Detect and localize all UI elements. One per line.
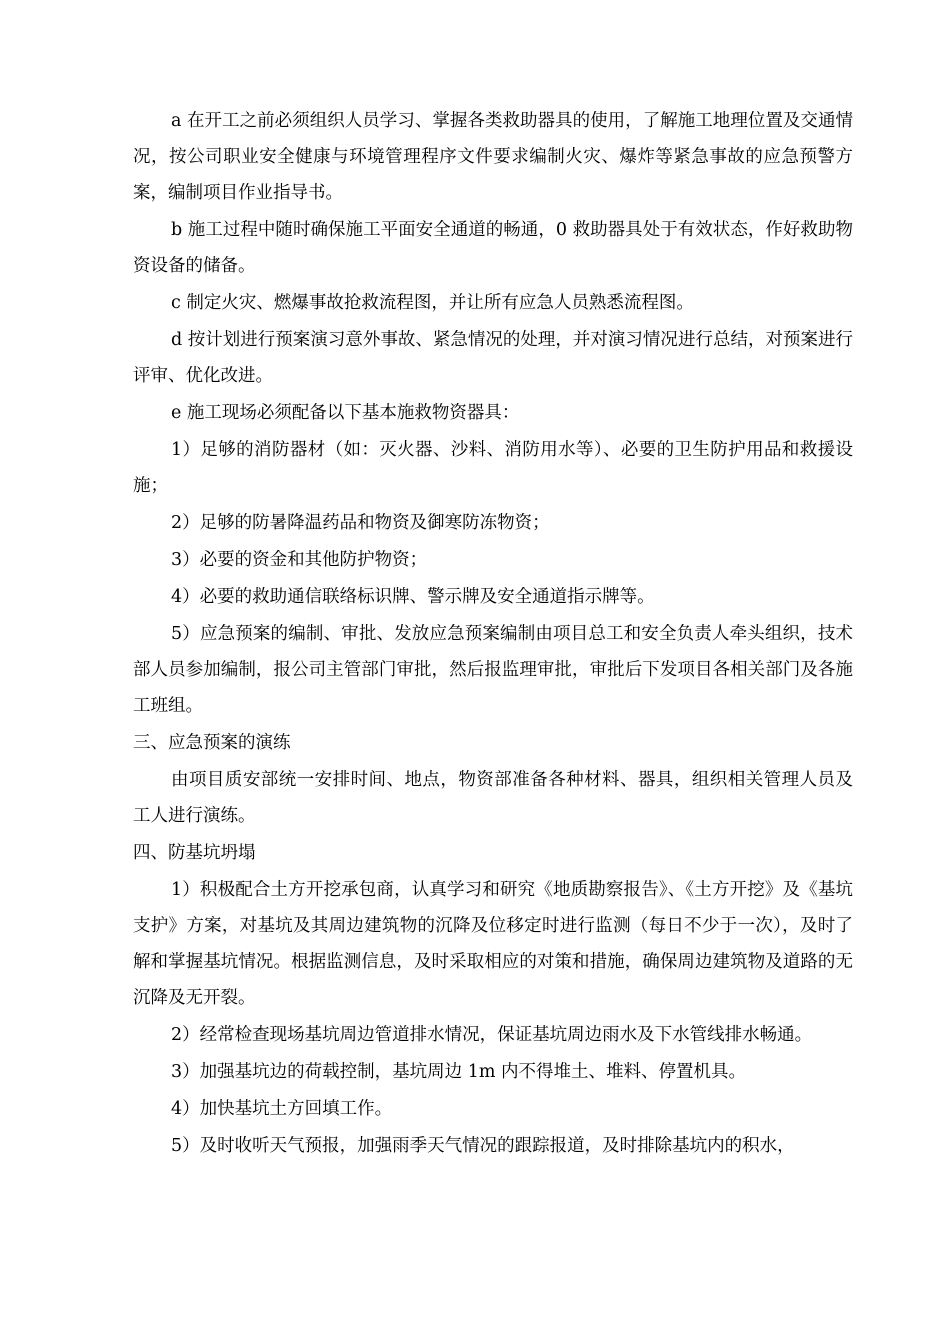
paragraph-pit-2: 2）经常检查现场基坑周边管道排水情况，保证基坑周边雨水及下水管线排水畅通。 [171,1025,813,1045]
paragraph-pit-3: 3）加强基坑边的荷载控制，基坑周边 1m 内不得堆土、堆料、停置机具。 [171,1062,746,1082]
paragraph-item-a: a 在开工之前必须组织人员学习、掌握各类救助器具的使用，了解施工地理位置及交通情况，按公司职业安全健康与环境管理程序文件要求编制火灾、爆炸等紧急事故的应急预警方案，编制项目作业指导书。 [133,111,853,203]
paragraph-item-e2: 2）足够的防暑降温药品和物资及御寒防冻物资； [171,513,550,533]
paragraph-pit-4: 4）加快基坑土方回填工作。 [171,1099,393,1119]
paragraph-item-d: d 按计划进行预案演习意外事故、紧急情况的处理，并对演习情况进行总结，对预案进行评审、优化改进。 [133,330,853,386]
document-body [133,103,853,1165]
paragraph-pit-5: 5）及时收听天气预报，加强雨季天气情况的跟踪报道，及时排除基坑内的积水， [171,1136,795,1156]
paragraph-drill-body: 由项目质安部统一安排时间、地点，物资部准备各种材料、器具，组织相关管理人员及工人进行演练。 [133,770,853,826]
section-heading-pit-collapse: 四、防基坑坍塌 [133,843,256,863]
paragraph-item-e4: 4）必要的救助通信联络标识牌、警示牌及安全通道指示牌等。 [171,587,655,607]
paragraph-item-b: b 施工过程中随时确保施工平面安全通道的畅通，0 救助器具处于有效状态，作好救助物资设备的储备。 [133,220,853,276]
paragraph-item-e1: 1）足够的消防器材（如：灭火器、沙料、消防用水等）、必要的卫生防护用品和救援设施； [133,440,853,496]
paragraph-item-e: e 施工现场必须配备以下基本施救物资器具： [171,403,520,423]
paragraph-item-c: c 制定火灾、燃爆事故抢救流程图，并让所有应急人员熟悉流程图。 [171,293,694,313]
paragraph-pit-1: 1）积极配合土方开挖承包商，认真学习和研究《地质勘察报告》、《土方开挖》及《基坑支护》方案，对基坑及其周边建筑物的沉降及位移定时进行监测（每日不少于一次），及时了解和掌握基坑情况。根据监测信息，及时采取相应的对策和措施，确保周边建筑物及道路的无沉降及无开裂。 [133,880,853,1008]
section-heading-drill: 三、应急预案的演练 [133,733,291,753]
paragraph-item-e3: 3）必要的资金和其他防护物资； [171,550,428,570]
paragraph-item-e5: 5）应急预案的编制、审批、发放应急预案编制由项目总工和安全负责人牵头组织，技术部人员参加编制，报公司主管部门审批，然后报监理审批，审批后下发项目各相关部门及各施工班组。 [133,624,853,716]
